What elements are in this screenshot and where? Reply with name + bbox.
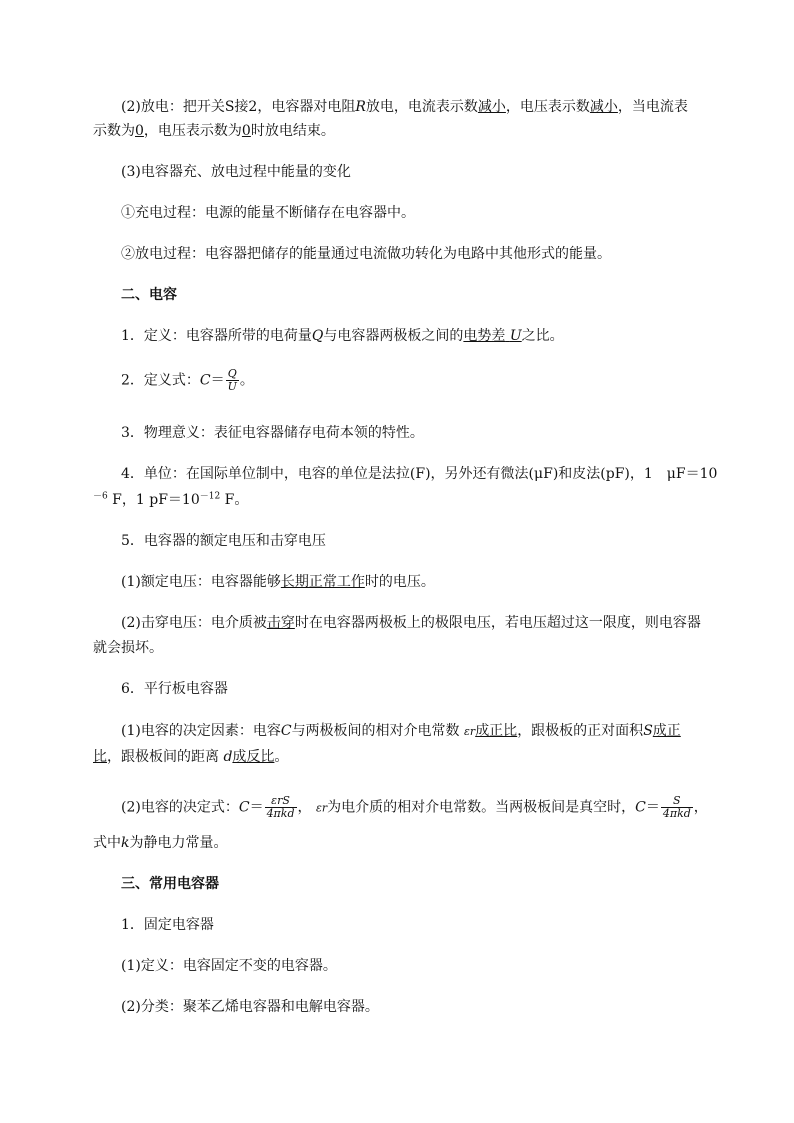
equals-sign: ＝ <box>210 372 225 389</box>
rated-voltage <box>93 571 702 593</box>
text: 。 <box>274 749 289 765</box>
denominator: U <box>227 380 237 393</box>
physical-meaning: 3．物理意义：表征电容器储存电荷本领的特性。 <box>121 425 424 441</box>
fraction-q-over-u <box>226 368 239 393</box>
denominator: 4πkd <box>662 807 691 820</box>
underlined-answer: 减小 <box>589 99 618 115</box>
unit-line-1: 4．单位：在国际单位制中，电容的单位是法拉(F)，另外还有微法(μF)和皮法(pF)，1 μF＝10 <box>121 466 718 482</box>
energy-charge: ①充电过程：电源的能量不断储存在电容器中。 <box>121 205 415 221</box>
breakdown-voltage-line-2: 就会损坏。 <box>93 640 163 656</box>
numerator: S <box>673 794 681 807</box>
text: ，当电流表 <box>617 99 688 115</box>
capacitance-symbol: C <box>635 799 646 816</box>
definition-formula <box>93 368 702 393</box>
text: 时放电结束。 <box>250 123 335 139</box>
numerator: εrS <box>271 794 290 807</box>
capacitance-definition <box>93 325 702 347</box>
text: F，1 pF＝10 <box>107 492 200 508</box>
section-heading-common-capacitors: 三、常用电容器 <box>121 876 219 892</box>
energy-discharge: ②放电过程：电容器把储存的能量通过电流做功转化为电路中其他形式的能量。 <box>121 246 611 262</box>
determining-formula-line-2 <box>93 832 702 854</box>
fraction-general <box>265 795 297 820</box>
fixed-capacitor-classification: (2)分类：聚苯乙烯电容器和电解电容器。 <box>121 999 379 1015</box>
text: 2．定义式： <box>121 372 200 389</box>
text: 。 <box>239 372 254 389</box>
permittivity-symbol: εr <box>315 801 328 815</box>
text: F。 <box>220 492 249 508</box>
text: (1)电容的决定因素：电容 <box>121 723 281 739</box>
text: ， <box>297 799 312 816</box>
text: 1．定义：电容器所带的电荷量 <box>121 328 312 344</box>
fixed-capacitor-title: 1．固定电容器 <box>121 917 214 933</box>
voltage-symbol: U <box>509 328 522 344</box>
text: ， <box>693 799 708 816</box>
numerator: Q <box>227 367 237 380</box>
underlined-answer: 比 <box>93 749 107 765</box>
underlined-answer: 0 <box>241 123 251 139</box>
text: ，跟极板间的距离 <box>107 749 219 765</box>
permittivity-symbol: εr <box>464 725 476 738</box>
rated-voltage-title: 5．电容器的额定电压和击穿电压 <box>121 533 326 549</box>
text: (2)电容的决定式： <box>121 799 239 816</box>
resistor-symbol: R <box>355 99 366 115</box>
unit-line-2 <box>93 489 702 511</box>
capacitance-symbol: C <box>238 799 250 816</box>
text: (1)额定电压：电容器能够 <box>121 574 281 590</box>
underlined-answer: 减小 <box>477 99 506 115</box>
text: 式中 <box>93 835 121 851</box>
text: 为静电力常量。 <box>129 835 228 851</box>
section-heading-capacitance: 二、电容 <box>121 287 177 303</box>
distance-symbol: d <box>223 749 233 765</box>
constant-symbol: k <box>121 835 130 851</box>
text: ，电压表示数为 <box>143 123 242 139</box>
denominator: 4πkd <box>266 807 295 820</box>
text: 时在电容器两极板上的极限电压，若电压超过这一限度，则电容器 <box>294 615 701 631</box>
parallel-plate-title: 6．平行板电容器 <box>121 681 228 697</box>
text: ，跟极板的正对面积 <box>517 723 644 739</box>
underlined-answer <box>463 328 521 344</box>
fixed-capacitor-definition: (1)定义：电容固定不变的电容器。 <box>121 958 337 974</box>
text: 时的电压。 <box>364 574 435 590</box>
exponent: －12 <box>199 491 221 502</box>
breakdown-voltage-line-1 <box>93 612 702 634</box>
capacitance-symbol: C <box>199 372 211 389</box>
fraction-vacuum <box>661 795 693 820</box>
underlined-answer: 成正比 <box>475 723 518 739</box>
text: 电势差 <box>463 328 506 344</box>
discharge-line-1 <box>93 96 702 118</box>
text: ，电压表示数 <box>505 99 590 115</box>
determining-formula-line-1 <box>93 794 708 820</box>
exponent: －6 <box>93 491 108 502</box>
text: 放电，电流表示数 <box>365 99 478 115</box>
equals-sign: ＝ <box>645 799 660 816</box>
underlined-answer: 0 <box>135 123 144 139</box>
text: 与两极板间的相对介电常数 <box>291 723 460 739</box>
discharge-line-2 <box>93 120 702 142</box>
charge-symbol: Q <box>311 328 324 344</box>
area-symbol: S <box>643 723 653 739</box>
text: 为电介质的相对介电常数。当两极板间是真空时， <box>327 799 636 816</box>
text: 示数为 <box>93 123 135 139</box>
equals-sign: ＝ <box>249 799 264 816</box>
underlined-answer: 成正 <box>652 723 681 739</box>
capacitance-symbol: C <box>280 723 292 739</box>
underlined-answer: 长期正常工作 <box>280 574 365 590</box>
underlined-answer: 击穿 <box>266 615 295 631</box>
text: (2)放电：把开关S接2，电容器对电阻 <box>121 99 356 115</box>
underlined-answer: 成反比 <box>232 749 275 765</box>
factors-line-2 <box>93 746 702 768</box>
text: 之比。 <box>521 328 564 344</box>
energy-title: (3)电容器充、放电过程中能量的变化 <box>121 164 351 180</box>
text: 与电容器两极板之间的 <box>323 328 464 344</box>
text: (2)击穿电压：电介质被 <box>121 615 267 631</box>
factors-line-1 <box>93 720 702 743</box>
